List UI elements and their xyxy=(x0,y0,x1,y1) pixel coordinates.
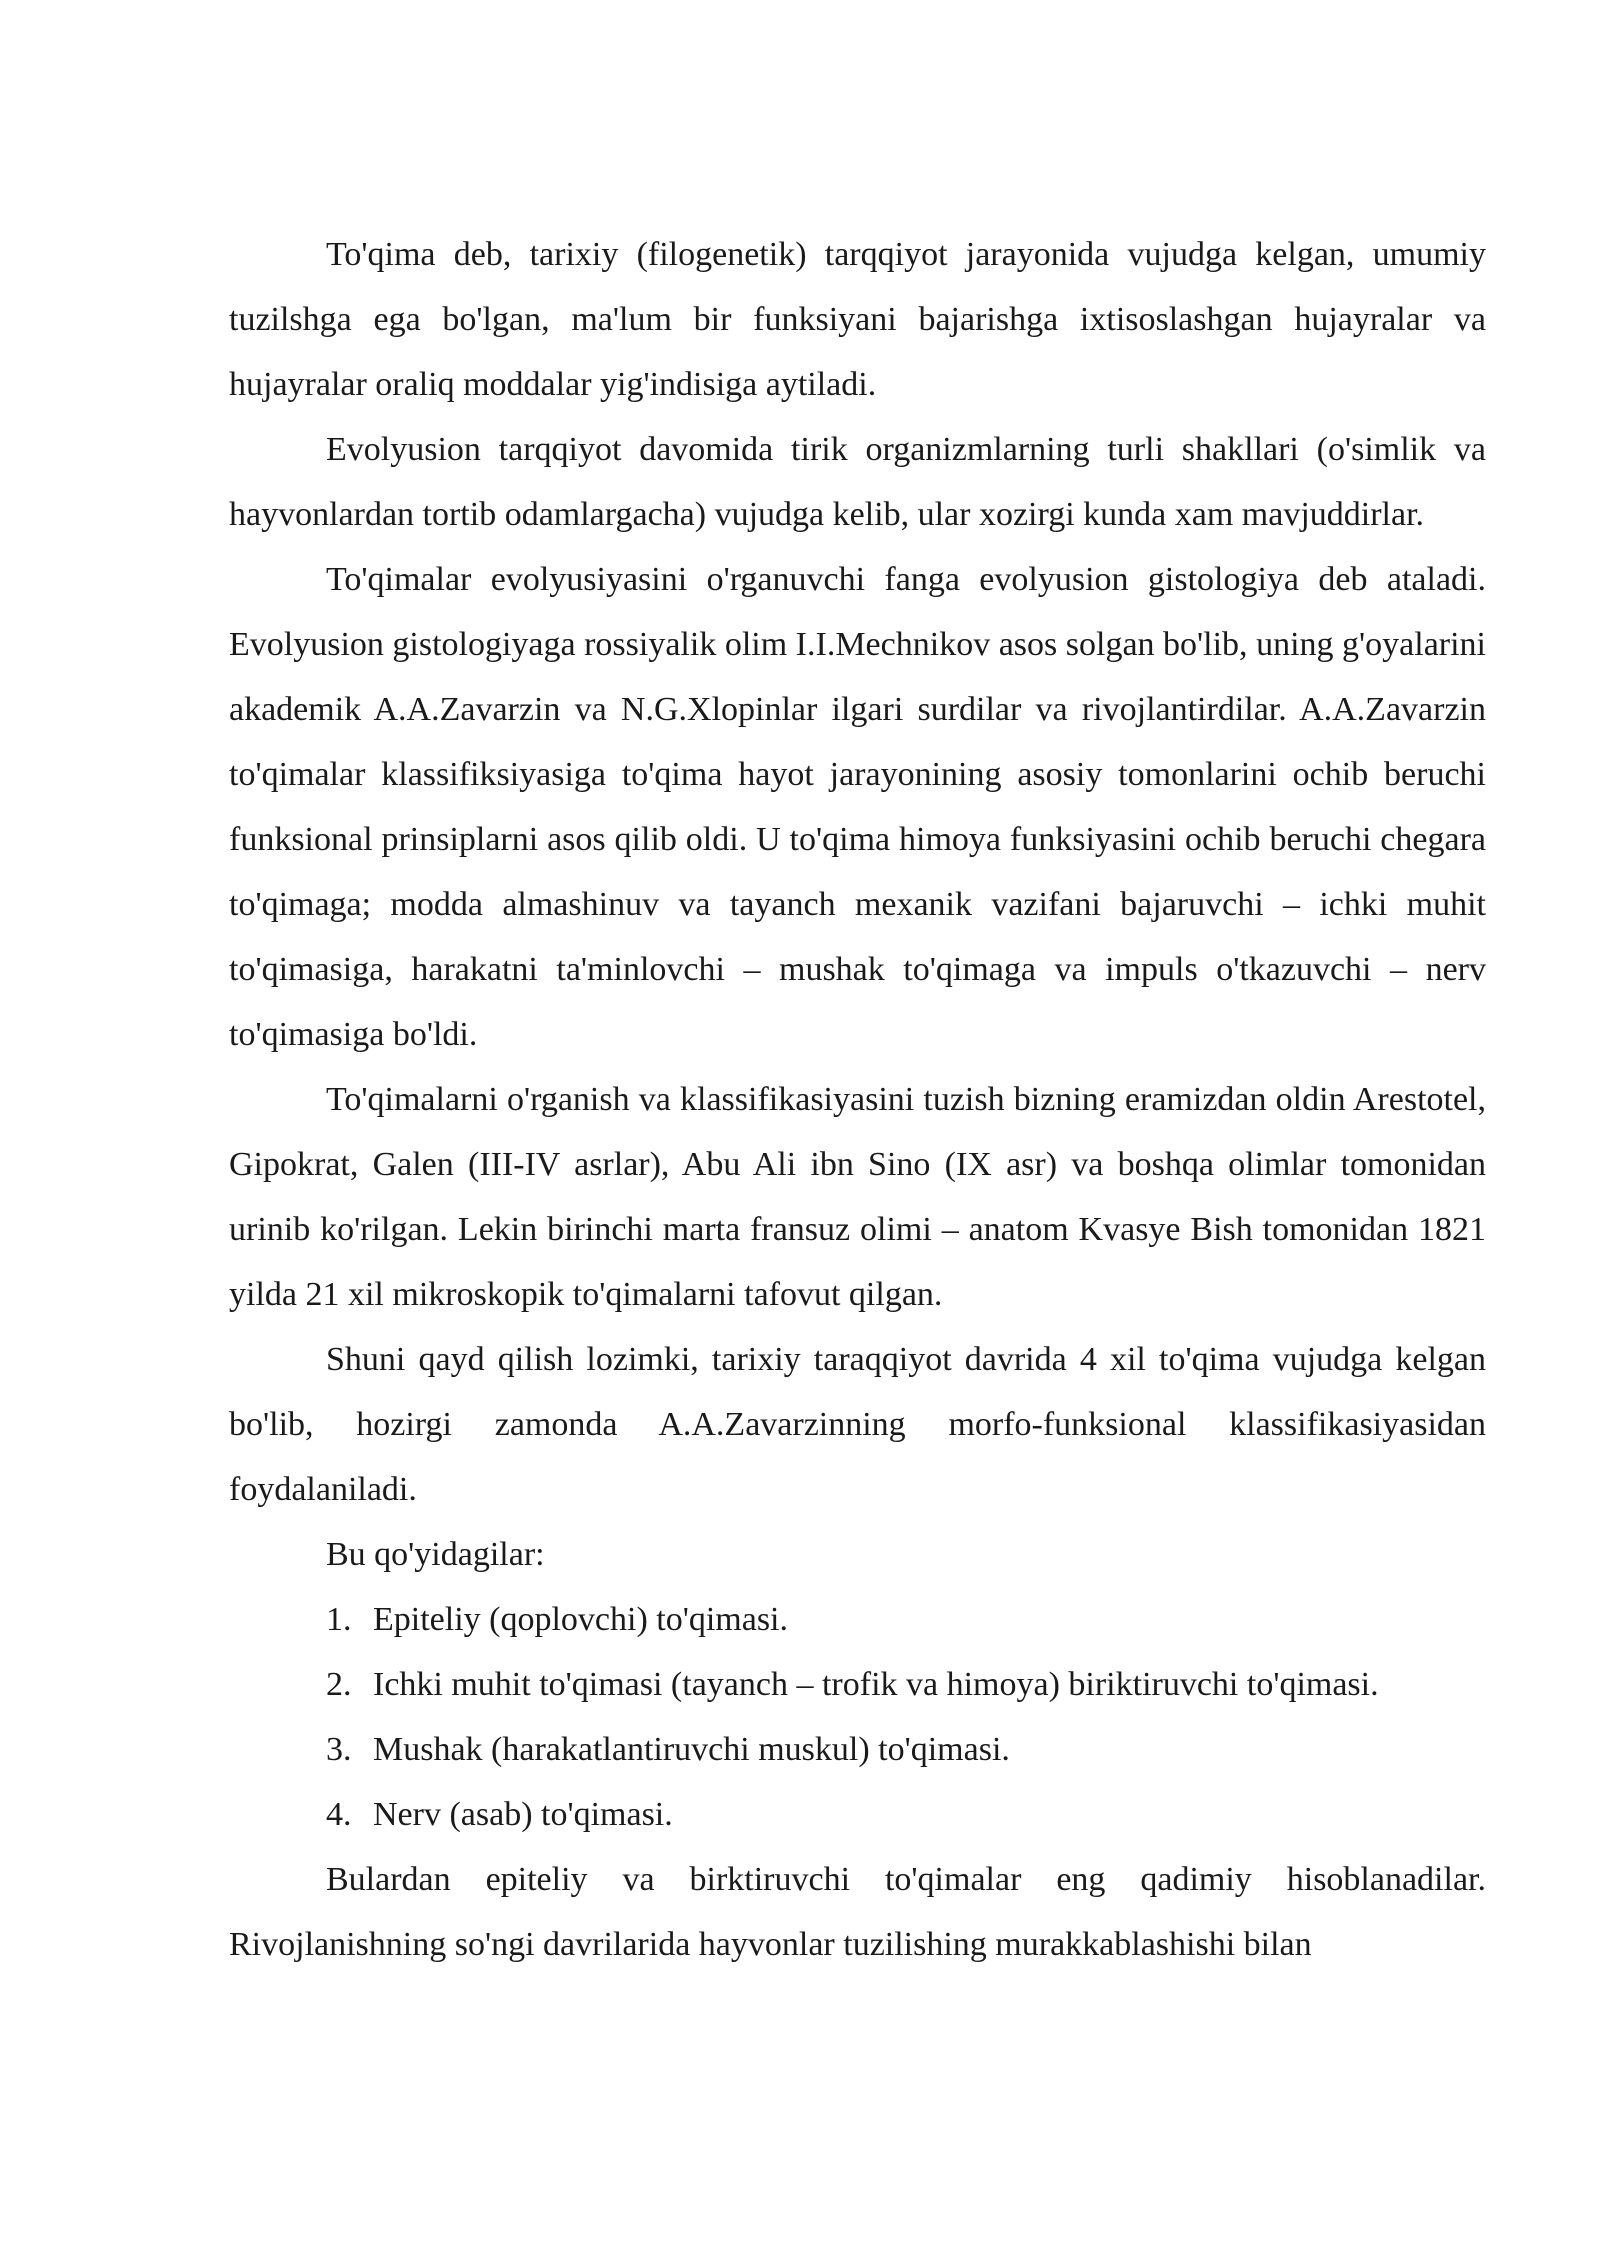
list-item-number: 3. xyxy=(326,1731,352,1768)
list-item-text: Ichki muhit to'qimasi (tayanch – trofik va himoya) biriktiruvchi to'qimasi. xyxy=(373,1666,1379,1703)
paragraph-evolutionary-histology: To'qimalar evolyusiyasini o'rganuvchi fanga evolyusion gistologiya deb ataladi. Evolyusion gistologiyaga rossiyalik olim I.I.Mechnikov asos solgan bo'lib, uning g'oyalarini akademik A.A.Zavarzin va N.G.Xlopinlar ilgari surdilar va rivojlantirdilar. A.A.Zavarzin to'qimalar klassifiksiyasiga to'qima hayot jarayonining asosiy tomonlarini ochib beruchi funksional prinsiplarni asos qilib oldi. U to'qima himoya funksiyasini ochib beruchi chegara to'qimaga; modda almashinuv va tayanch mexanik vazifani bajaruvchi – ichki muhit to'qimasiga, harakatni ta'minlovchi – mushak to'qimaga va impuls o'tkazuvchi – nerv to'qimasiga bo'ldi. xyxy=(229,561,1486,1053)
list-item-number: 1. xyxy=(326,1601,352,1638)
paragraph-oldest-tissues: Bulardan epiteliy va birktiruvchi to'qimalar eng qadimiy hisoblanadilar. Rivojlanishning so'ngi davrilarida hayvonlar tuzilishing murakkablashishi bilan xyxy=(229,1861,1486,1963)
paragraph-classification-history: To'qimalarni o'rganish va klassifikasiyasini tuzish bizning eramizdan oldin Arestotel, Gipokrat, Galen (III-IV asrlar), Abu Ali ibn Sino (IX asr) va boshqa olimlar tomonidan urinib ko'rilgan. Lekin birinchi marta fransuz olimi – anatom Kvasye Bish tomonidan 1821 yilda 21 xil mikroskopik to'qimalarni tafovut qilgan. xyxy=(229,1081,1486,1313)
list-item-text: Epiteliy (qoplovchi) to'qimasi. xyxy=(373,1601,789,1638)
paragraph-definition: To'qima deb, tarixiy (filogenetik) tarqqiyot jarayonida vujudga kelgan, umumiy tuzilshga ega bo'lgan, ma'lum bir funksiyani bajarishga ixtisoslashgan hujayralar va hujayralar oraliq moddalar yig'indisiga aytiladi. xyxy=(229,236,1486,403)
list-item-number: 2. xyxy=(326,1666,352,1703)
list-item xyxy=(229,1652,1486,1717)
list-item-number: 4. xyxy=(326,1796,352,1833)
paragraph-evolution: Evolyusion tarqqiyot davomida tirik organizmlarning turli shakllari (o'simlik va hayvonlardan tortib odamlargacha) vujudga kelib, ular xozirgi kunda xam mavjuddirlar. xyxy=(229,431,1486,533)
list-item xyxy=(229,1782,1486,1847)
paragraph-four-tissue-types: Shuni qayd qilish lozimki, tarixiy taraqqiyot davrida 4 xil to'qima vujudga kelgan bo'lib, hozirgi zamonda A.A.Zavarzinning morfo-funksional klassifikasiyasidan foydalaniladi. xyxy=(229,1341,1486,1508)
list-item-text: Mushak (harakatlantiruvchi muskul) to'qimasi. xyxy=(373,1731,1010,1768)
list-item-text: Nerv (asab) to'qimasi. xyxy=(373,1796,673,1833)
document-body xyxy=(229,222,1486,1977)
list-item xyxy=(229,1717,1486,1782)
paragraph-list-intro: Bu qo'yidagilar: xyxy=(326,1536,545,1573)
list-item xyxy=(229,1587,1486,1652)
tissue-type-list xyxy=(229,1587,1486,1847)
